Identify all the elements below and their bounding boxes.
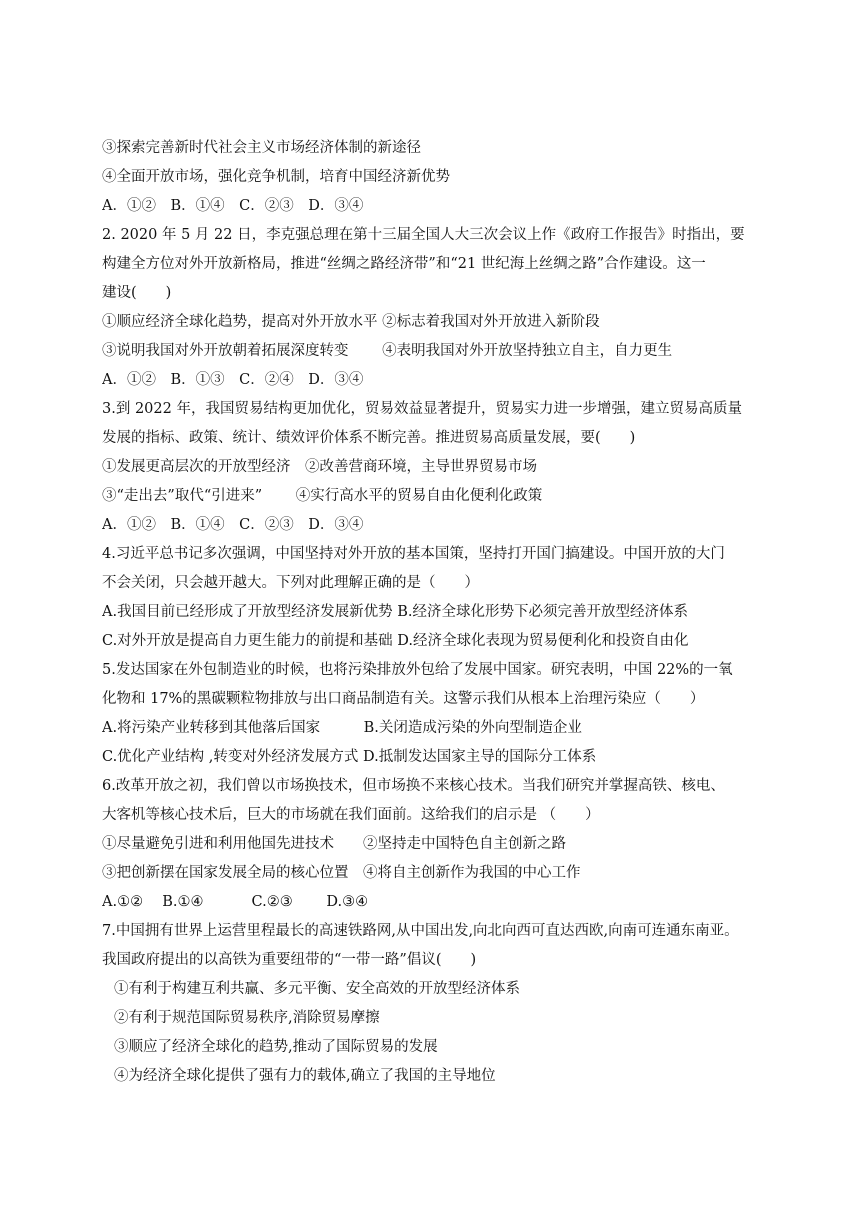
- question-2-text: 建设( ): [102, 285, 172, 301]
- option-line: ③把创新摆在国家发展全局的核心位置 ④将自主创新作为我国的中心工作: [102, 865, 581, 881]
- option-line: ③顺应了经济全球化的趋势,推动了国际贸易的发展: [114, 1039, 438, 1055]
- option-line: ②有利于规范国际贸易秩序,消除贸易摩擦: [114, 1010, 380, 1026]
- question-2-text: 2. 2020 年 5 月 22 日，李克强总理在第十三届全国人大三次会议上作《政府工作报告》时指出，要: [102, 227, 745, 243]
- question-6-text: 6.改革开放之初，我们曾以市场换技术，但市场换不来核心技术。当我们研究并掌握高铁、核电、: [102, 778, 725, 794]
- question-4-text: 4.习近平总书记多次强调，中国坚持对外开放的基本国策，坚持打开国门搞建设。中国开放的大门: [102, 546, 725, 562]
- question-3-text: 3.到 2022 年，我国贸易结构更加优化，贸易效益显著提升，贸易实力进一步增强，建立贸易高质量: [102, 401, 742, 417]
- question-5-text: 5.发达国家在外包制造业的时候，也将污染排放外包给了发展中国家。研究表明，中国 22%的一氧: [102, 662, 733, 678]
- question-2-text: 构建全方位对外开放新格局，推进“丝绸之路经济带”和“21 世纪海上丝绸之路”合作建设。这一: [102, 256, 706, 272]
- option-line: ④为经济全球化提供了强有力的载体,确立了我国的主导地位: [114, 1068, 496, 1084]
- option-line: A.我国目前已经形成了开放型经济发展新优势 B.经济全球化形势下必须完善开放型经济体系: [102, 604, 688, 620]
- answer-choices: A．①② B．①③ C．②④ D．③④: [102, 372, 364, 388]
- option-line: ③探索完善新时代社会主义市场经济体制的新途径: [102, 140, 421, 156]
- option-line: ③说明我国对外开放朝着拓展深度转变 ④表明我国对外开放坚持独立自主，自力更生: [102, 343, 673, 359]
- option-line: ①发展更高层次的开放型经济 ②改善营商环境，主导世界贸易市场: [102, 459, 537, 475]
- question-3-text: 发展的指标、政策、统计、绩效评价体系不断完善。推进贸易高质量发展，要( ): [102, 430, 636, 446]
- question-6-text: 大客机等核心技术后，巨大的市场就在我们面前。这给我们的启示是 （ ）: [102, 807, 600, 823]
- question-4-text: 不会关闭，只会越开越大。下列对此理解正确的是（ ）: [102, 575, 479, 591]
- question-7-text: 我国政府提出的以高铁为重要纽带的“一带一路”倡议( ): [102, 952, 477, 968]
- question-5-text: 化物和 17%的黑碳颗粒物排放与出口商品制造有关。这警示我们从根本上治理污染应（ ）: [102, 691, 705, 707]
- question-7-text: 7.中国拥有世界上运营里程最长的高速铁路网,从中国出发,向北向西可直达西欧,向南可连通东南亚。: [102, 923, 739, 939]
- option-line: ①尽量避免引进和利用他国先进技术 ②坚持走中国特色自主创新之路: [102, 836, 566, 852]
- option-line: C.优化产业结构 ,转变对外经济发展方式 D.抵制发达国家主导的国际分工体系: [102, 749, 597, 765]
- option-line: ③“走出去”取代“引进来” ④实行高水平的贸易自由化便利化政策: [102, 488, 543, 504]
- option-line: ①顺应经济全球化趋势，提高对外开放水平 ②标志着我国对外开放进入新阶段: [102, 314, 600, 330]
- answer-choices: A．①② B．①④ C．②③ D．③④: [102, 198, 364, 214]
- option-line: ①有利于构建互利共赢、多元平衡、安全高效的开放型经济体系: [114, 981, 520, 997]
- option-line: C.对外开放是提高自力更生能力的前提和基础 D.经济全球化表现为贸易便利化和投资自由化: [102, 633, 689, 649]
- option-line: A.将污染产业转移到其他落后国家 B.关闭造成污染的外向型制造企业: [102, 720, 582, 736]
- document-body: [102, 134, 766, 1091]
- option-line: ④全面开放市场，强化竞争机制，培育中国经济新优势: [102, 169, 450, 185]
- answer-choices: A.①② B.①④ C.②③ D.③④: [102, 894, 369, 910]
- answer-choices: A．①② B．①④ C．②③ D．③④: [102, 517, 364, 533]
